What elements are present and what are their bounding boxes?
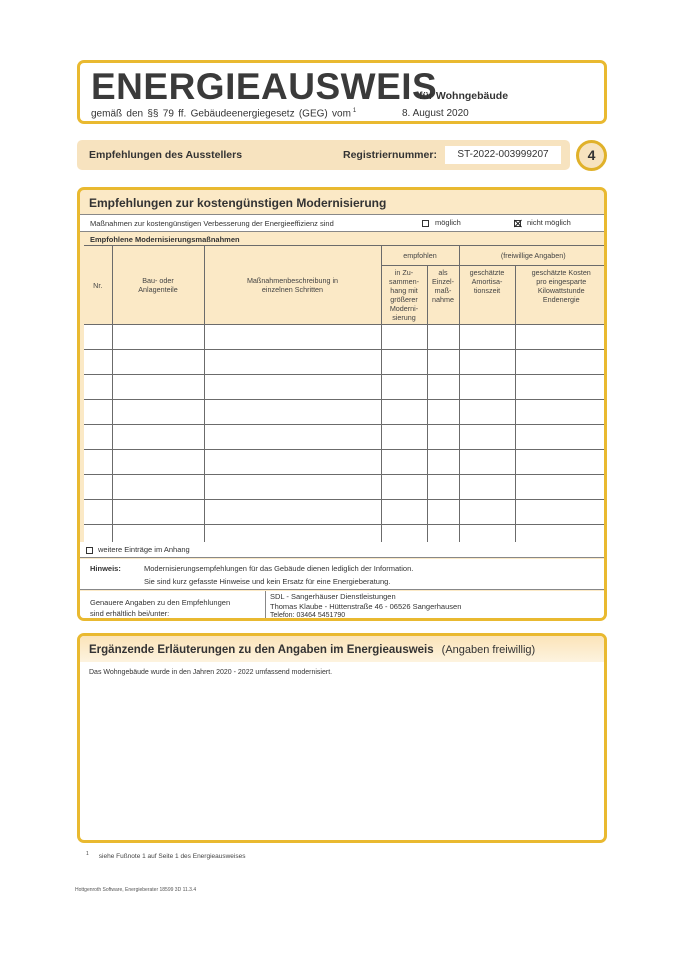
- hint-label: Hinweis:: [90, 564, 121, 573]
- more-entries-label: weitere Einträge im Anhang: [98, 545, 190, 554]
- measures-text: Maßnahmen zur kostengünstigen Verbesserung der Energieeffizienz sind: [90, 219, 334, 228]
- additional-notes-header: [80, 636, 604, 662]
- contact-block: [80, 591, 604, 621]
- measures-table: [84, 245, 607, 550]
- checkbox-more-entries[interactable]: [86, 547, 93, 554]
- cell-in-context[interactable]: [381, 350, 427, 375]
- cell-amortisation[interactable]: [459, 425, 515, 450]
- legal-basis-text: gemäß den §§ 79 ff. Gebäudeenergiegesetz (GEG) vom: [91, 108, 351, 120]
- footnote-text: siehe Fußnote 1 auf Seite 1 des Energieausweises: [98, 853, 246, 861]
- law-date: 8. August 2020: [402, 108, 469, 119]
- table-row: [84, 425, 607, 450]
- table-row: [84, 325, 607, 350]
- optional-note: (Angaben freiwillig): [441, 644, 536, 656]
- software-credit: Hottgenroth Software, Energieberater 18599 3D 11.3.4: [75, 887, 197, 893]
- additional-notes-title-text: Ergänzende Erläuterungen zu den Angaben im Energieausweis: [89, 644, 434, 656]
- col-cost-per-kwh: geschätzte Kosten pro eingesparte Kilowattstunde Endenergie: [515, 266, 607, 325]
- cell-cost[interactable]: [515, 325, 607, 350]
- cell-nr[interactable]: [84, 425, 112, 450]
- contact-phone: Telefon: 03464 5451790: [270, 612, 346, 619]
- contact-label-1: Genauere Angaben zu den Empfehlungen: [90, 598, 231, 607]
- cell-description[interactable]: [204, 375, 381, 400]
- col-in-context: in Zu-sammen-hang mit größerer Moderni-sierung: [381, 266, 427, 325]
- cell-component[interactable]: [112, 475, 204, 500]
- cell-individual[interactable]: [427, 325, 459, 350]
- hint-line-2: Sie sind kurz gefasste Hinweise und kein Ersatz für eine Energieberatung.: [144, 577, 391, 586]
- cell-cost[interactable]: [515, 350, 607, 375]
- registration-label: Registriernummer:: [343, 149, 437, 161]
- contact-address: Thomas Klaube - Hüttenstraße 46 - 06526 Sangerhausen: [270, 602, 462, 611]
- recommended-measures-title: Empfohlene Modernisierungsmaßnahmen: [90, 235, 240, 244]
- cell-amortisation[interactable]: [459, 325, 515, 350]
- cell-component[interactable]: [112, 350, 204, 375]
- contact-label-2: sind erhältlich bei/unter:: [90, 609, 170, 618]
- cell-nr[interactable]: [84, 325, 112, 350]
- cell-individual[interactable]: [427, 375, 459, 400]
- cell-nr[interactable]: [84, 450, 112, 475]
- col-amortisation: geschätzte Amortisa-tionszeit: [459, 266, 515, 325]
- document-subtitle: für Wohngebäude: [419, 90, 509, 102]
- checkbox-possible[interactable]: [422, 220, 429, 227]
- table-row: [84, 500, 607, 525]
- additional-notes-title: [89, 644, 535, 656]
- col-group-optional: (freiwillige Angaben): [459, 246, 607, 266]
- cell-description[interactable]: [204, 325, 381, 350]
- cell-description[interactable]: [204, 450, 381, 475]
- cell-in-context[interactable]: [381, 425, 427, 450]
- cell-in-context[interactable]: [381, 325, 427, 350]
- cell-individual[interactable]: [427, 450, 459, 475]
- cell-cost[interactable]: [515, 500, 607, 525]
- cell-individual[interactable]: [427, 475, 459, 500]
- cell-cost[interactable]: [515, 375, 607, 400]
- cell-nr[interactable]: [84, 350, 112, 375]
- cell-individual[interactable]: [427, 500, 459, 525]
- page-number-badge: 4: [576, 140, 607, 171]
- additional-notes-text[interactable]: Das Wohngebäude wurde in den Jahren 2020 - 2022 umfassend modernisiert.: [89, 669, 333, 676]
- cell-in-context[interactable]: [381, 400, 427, 425]
- cell-nr[interactable]: [84, 500, 112, 525]
- cell-individual[interactable]: [427, 400, 459, 425]
- cell-amortisation[interactable]: [459, 400, 515, 425]
- option-not-possible[interactable]: [514, 218, 571, 227]
- measures-row: [80, 214, 604, 232]
- contact-divider: [265, 591, 266, 621]
- cell-component[interactable]: [112, 375, 204, 400]
- hint-line-1: Modernisierungsempfehlungen für das Gebäude dienen lediglich der Information.: [144, 564, 414, 573]
- cell-description[interactable]: [204, 425, 381, 450]
- cell-amortisation[interactable]: [459, 350, 515, 375]
- table-row: [84, 450, 607, 475]
- footnote-marker: 1: [86, 851, 89, 857]
- cell-in-context[interactable]: [381, 475, 427, 500]
- cell-amortisation[interactable]: [459, 450, 515, 475]
- cell-component[interactable]: [112, 425, 204, 450]
- cell-individual[interactable]: [427, 350, 459, 375]
- hint-block: [80, 559, 604, 590]
- cell-description[interactable]: [204, 475, 381, 500]
- table-row: [84, 350, 607, 375]
- cell-cost[interactable]: [515, 400, 607, 425]
- footnote: [86, 851, 245, 860]
- col-group-recommended: empfohlen: [381, 246, 459, 266]
- cell-description[interactable]: [204, 500, 381, 525]
- option-not-possible-label: nicht möglich: [527, 218, 571, 227]
- cell-component[interactable]: [112, 325, 204, 350]
- option-possible[interactable]: [422, 218, 461, 227]
- additional-notes-section: [77, 633, 607, 843]
- cell-nr[interactable]: [84, 375, 112, 400]
- cell-nr[interactable]: [84, 400, 112, 425]
- section-bar-label: Empfehlungen des Ausstellers: [89, 149, 243, 161]
- col-individual: als Einzel-maß-nahme: [427, 266, 459, 325]
- cell-in-context[interactable]: [381, 375, 427, 400]
- cell-nr[interactable]: [84, 475, 112, 500]
- cell-amortisation[interactable]: [459, 475, 515, 500]
- table-row: [84, 400, 607, 425]
- section-bar: [77, 140, 570, 170]
- cell-amortisation[interactable]: [459, 375, 515, 400]
- section-title: Empfehlungen zur kostengünstigen Modernisierung: [89, 196, 387, 210]
- cell-description[interactable]: [204, 350, 381, 375]
- option-possible-label: möglich: [435, 218, 461, 227]
- cell-individual[interactable]: [427, 425, 459, 450]
- cell-component[interactable]: [112, 400, 204, 425]
- cell-description[interactable]: [204, 400, 381, 425]
- cell-cost[interactable]: [515, 475, 607, 500]
- cell-in-context[interactable]: [381, 450, 427, 475]
- col-nr: Nr.: [84, 246, 112, 325]
- cell-in-context[interactable]: [381, 500, 427, 525]
- col-component: Bau- oder Anlagenteile: [112, 246, 204, 325]
- table-row: [84, 475, 607, 500]
- cell-cost[interactable]: [515, 450, 607, 475]
- certificate-header: [77, 60, 607, 124]
- modernisation-section: [77, 187, 607, 621]
- registration-number-field[interactable]: ST-2022-003999207: [445, 146, 561, 164]
- cell-component[interactable]: [112, 500, 204, 525]
- table-row: [84, 375, 607, 400]
- more-entries-row[interactable]: [80, 542, 604, 558]
- checkbox-not-possible-checked[interactable]: [514, 220, 521, 227]
- legal-basis: [91, 108, 356, 119]
- contact-company: SDL - Sangerhäuser Dienstleistungen: [270, 592, 396, 601]
- col-description: Maßnahmenbeschreibung in einzelnen Schritten: [204, 246, 381, 325]
- document-title: ENERGIEAUSWEIS: [91, 66, 438, 107]
- cell-amortisation[interactable]: [459, 500, 515, 525]
- footnote-marker: 1: [352, 108, 357, 114]
- cell-cost[interactable]: [515, 425, 607, 450]
- cell-component[interactable]: [112, 450, 204, 475]
